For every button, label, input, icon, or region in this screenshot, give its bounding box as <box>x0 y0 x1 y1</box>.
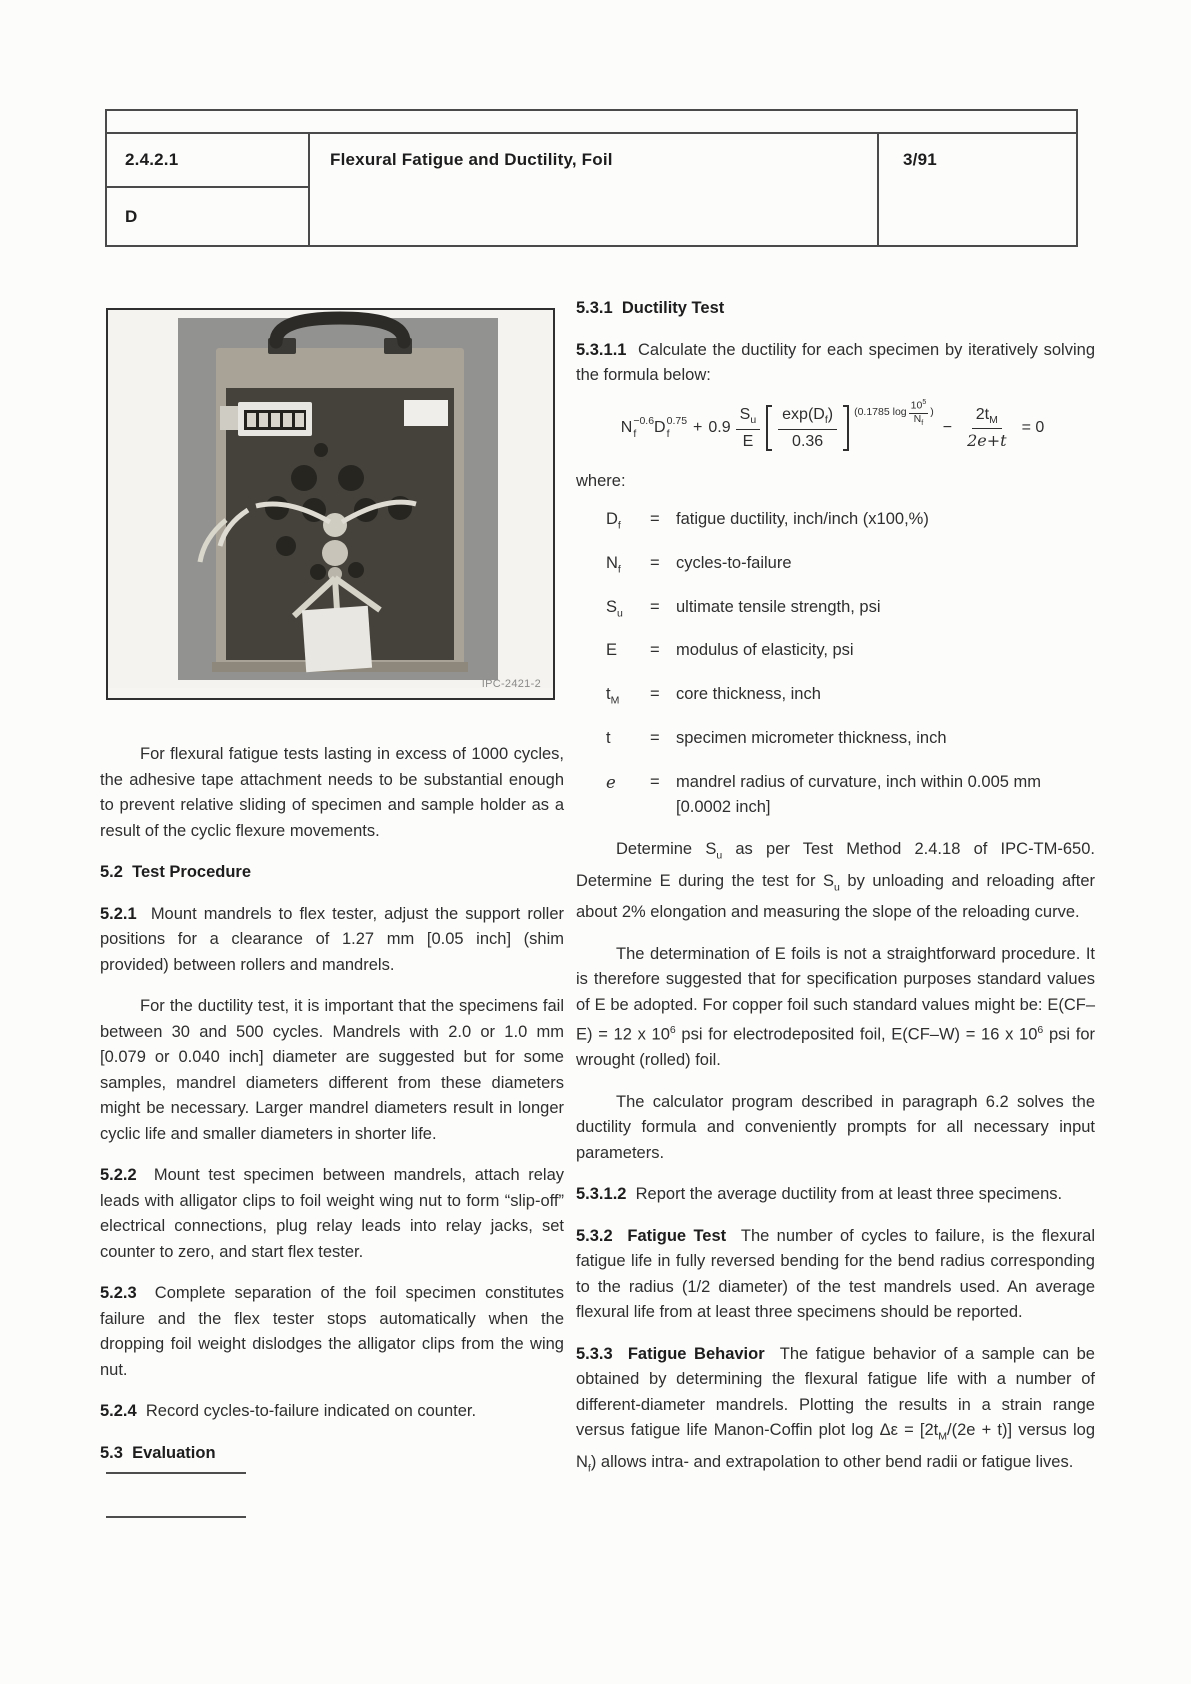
formula-exponent: (0.1785 log $10^5$ $N_f$ ) <box>854 398 934 427</box>
footnote-rule-1 <box>106 1472 246 1474</box>
where-def-Su: $S_u$ = ultimate tensile strength, psi <box>606 597 881 619</box>
where-def-Df: $D_f$ = fatigue ductility, inch/inch (x100,%) <box>606 509 929 532</box>
heading-5-3: 5.3 Evaluation <box>100 1443 216 1462</box>
paragraph-5-3-3: 5.3.3 Fatigue Behavior The fatigue behavior of a sample can be obtained by determining the flexural fatigue life with a number of different-diameter mandrels. Plotting the results in a strain range versus fatigue life Manon-Coffin plot $\log \Delta\varepsilon = [2t_M/(2e + t)]$ versus $\log N_f$) allows intra- and extrapolation to other bend radii or fatigue lives. <box>576 1344 1095 1475</box>
footnote-rule-2 <box>106 1516 246 1518</box>
paragraph-5-2-1: 5.2.1 Mount mandrels to flex tester, adjust the support roller positions for a clearance of 1.27 mm [0.05 inch] (shim provided) between rollers and mandrels. <box>100 904 564 974</box>
where-def-t: t = specimen micrometer thickness, inch <box>606 728 947 747</box>
heading-5-2: 5.2 Test Procedure <box>100 863 252 881</box>
flex-tester-photo <box>108 310 553 688</box>
paragraph-5-2-2: 5.2.2 Mount test specimen between mandrels, attach relay leads with alligator clips to foil weight wing nut to form “slip-off” electrical connections, plug relay leads into relay jacks, set counter to zero, and start flex tester. <box>100 1166 564 1261</box>
where-def-tM: $t_M$ = core thickness, inch <box>606 685 821 707</box>
paragraph-5-3-2: 5.3.2 Fatigue Test The number of cycles to failure, is the flexural fatigue life in fully reversed bending for the bend radius corresponding to the radius (1/2 diameter) of the test mandrels used. An average flexural life from at least three specimens should be reported. <box>576 1226 1096 1322</box>
device-label <box>404 400 448 426</box>
paragraph-5-3-1-2: 5.3.1.2 Report the average ductility from at least three specimens. <box>576 1185 1063 1204</box>
header-table <box>105 109 1078 247</box>
paragraph-5-3-1-1: 5.3.1.1 Calculate the ductility for each specimen by iteratively solving the formula below: <box>576 340 1095 384</box>
figure-caption: IPC-2421-2 <box>481 678 541 690</box>
paragraph-determine-su: Determine $S_u$ as per Test Method 2.4.18 of IPC-TM-650. Determine E during the test for $S_u$ by unloading and reloading after about 2% elongation and measuring the slope of the reloading curve. <box>576 839 1096 922</box>
right-column <box>576 296 1095 1498</box>
paragraph-5-2-4: 5.2.4 Record cycles-to-failure indicated on counter. <box>100 1402 477 1420</box>
ductility-formula: N −0.6 f D 0.75 f + 0.9 $\frac{S_u}{E}$ $\frac{\exp(D_f)}{0.36}$ (0.1785 log $10^5$ $N_f$ ) − $\frac{2t_M}{2e+t}$ = 0 <box>620 398 1045 451</box>
where-def-e: e = mandrel radius of curvature, inch within 0.005 mm [0.0002 inch] <box>606 772 1041 817</box>
device-case <box>200 318 468 672</box>
paragraph-e-determination: The determination of E foils is not a straightforward procedure. It is therefore suggested that for specification purposes standard values of E be adopted. For copper foil such standard values might be: E(CF–E) = 12 x $10^6$ psi for electrodeposited foil, E(CF–W) = 16 x $10^6$ psi for wrought (rolled) foil. <box>576 944 1095 1070</box>
right-bracket <box>843 405 849 452</box>
paragraph-ductility-note: For the ductility test, it is important that the specimens fail between 30 and 500 cycles. Mandrels with 2.0 or 1.0 mm [0.079 or 0.040 inch] diameter are suggested but for some samples, mandrel diameters different from these diameters might be necessary. Larger mandrel diameters result in longer cyclic life and smaller diameters in shorter life. <box>100 997 564 1143</box>
paragraph-5-2-3: 5.2.3 Complete separation of the foil specimen constitutes failure and the flex tester stops automatically when the dropping foil weight dislodges the alligator clips from the wing nut. <box>100 1284 564 1379</box>
foil-weight <box>302 606 372 672</box>
method-number: 2.4.2.1 <box>125 150 179 169</box>
flex-tester-figure <box>106 308 555 700</box>
heading-5-3-1: 5.3.1 Ductility Test <box>576 299 725 317</box>
document-title: Flexural Fatigue and Ductility, Foil <box>330 150 613 169</box>
revision-letter: D <box>125 206 138 226</box>
where-def-Nf: $N_f$ = cycles-to-failure <box>606 553 792 576</box>
paragraph-calculator: The calculator program described in paragraph 6.2 solves the ductility formula and conveniently prompts for all necessary input parameters. <box>576 1092 1095 1162</box>
paragraph-intro: For flexural fatigue tests lasting in excess of 1000 cycles, the adhesive tape attachment needs to be substantial enough to prevent relative sliding of specimen and sample holder as a result of the cyclic flexure movements. <box>100 745 564 840</box>
left-column <box>100 742 564 1482</box>
document-date: 3/91 <box>903 150 937 169</box>
where-label: where: <box>576 472 626 491</box>
left-bracket <box>766 405 772 452</box>
where-def-E: E = modulus of elasticity, psi <box>606 641 854 660</box>
header-top-strip <box>107 111 1076 134</box>
